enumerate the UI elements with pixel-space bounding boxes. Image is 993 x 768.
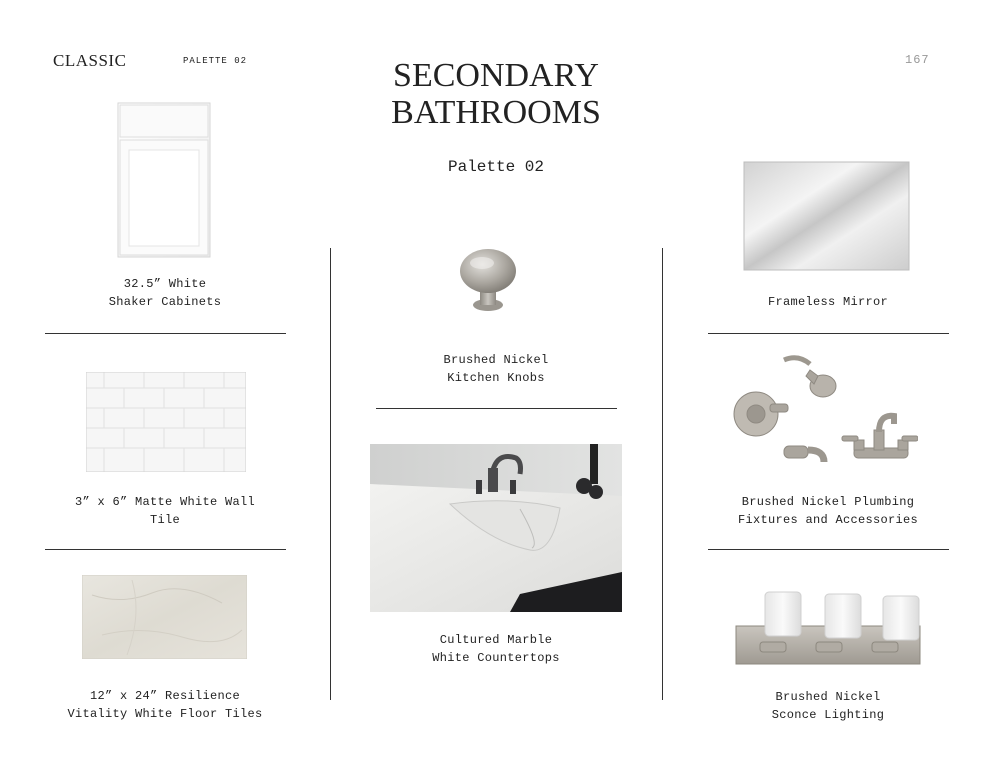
right-divider-2 bbox=[708, 549, 949, 550]
column-divider-left bbox=[330, 248, 331, 700]
cabinet-caption bbox=[45, 275, 285, 311]
plumbing-caption bbox=[708, 493, 948, 529]
mirror-image bbox=[743, 161, 910, 271]
wall-tile-caption bbox=[45, 493, 285, 529]
countertop-caption-line1: Cultured Marble bbox=[439, 633, 553, 647]
left-divider-2 bbox=[45, 549, 286, 550]
collection-label: CLASSIC bbox=[53, 51, 127, 70]
countertop-image bbox=[370, 444, 622, 612]
knob-caption-line1: Brushed Nickel bbox=[443, 353, 549, 367]
page-number: 167 bbox=[905, 53, 930, 67]
sconce-lighting-image bbox=[734, 590, 922, 666]
sconce-caption bbox=[708, 688, 948, 724]
sconce-caption-line2: Sconce Lighting bbox=[771, 708, 885, 722]
floor-tile-caption bbox=[45, 687, 285, 723]
floor-tile-caption-line1: 12” x 24” Resilience bbox=[89, 689, 241, 703]
center-divider bbox=[376, 408, 617, 409]
floor-tile-caption-line2: Vitality White Floor Tiles bbox=[67, 707, 263, 721]
plumbing-caption-line1: Brushed Nickel Plumbing bbox=[741, 495, 915, 509]
countertop-caption bbox=[376, 631, 616, 667]
column-divider-right bbox=[662, 248, 663, 700]
left-divider-1 bbox=[45, 333, 286, 334]
knob-caption bbox=[376, 351, 616, 387]
page-title-line1: SECONDARY bbox=[393, 57, 599, 94]
right-divider-1 bbox=[708, 333, 949, 334]
wall-tile-caption-line2: Tile bbox=[149, 513, 180, 527]
plumbing-caption-line2: Fixtures and Accessories bbox=[737, 513, 919, 527]
page-subtitle: Palette 02 bbox=[447, 158, 544, 176]
wall-tile-image bbox=[86, 372, 246, 472]
plumbing-fixtures-image bbox=[728, 350, 918, 474]
knob-caption-line2: Kitchen Knobs bbox=[447, 371, 545, 385]
mirror-caption bbox=[708, 293, 948, 311]
countertop-caption-line2: White Countertops bbox=[432, 651, 560, 665]
wall-tile-caption-line1: 3” x 6” Matte White Wall bbox=[74, 495, 256, 509]
cabinet-caption-line2: Shaker Cabinets bbox=[108, 295, 222, 309]
floor-tile-image bbox=[82, 575, 247, 659]
mirror-caption-line1: Frameless Mirror bbox=[767, 295, 889, 309]
knob-image bbox=[452, 243, 524, 319]
page-title-line2: BATHROOMS bbox=[391, 94, 601, 131]
shaker-cabinet-image bbox=[117, 102, 211, 258]
sconce-caption-line1: Brushed Nickel bbox=[775, 690, 881, 704]
cabinet-caption-line1: 32.5” White bbox=[123, 277, 207, 291]
palette-tag: PALETTE 02 bbox=[183, 56, 248, 66]
page-title bbox=[346, 57, 646, 131]
